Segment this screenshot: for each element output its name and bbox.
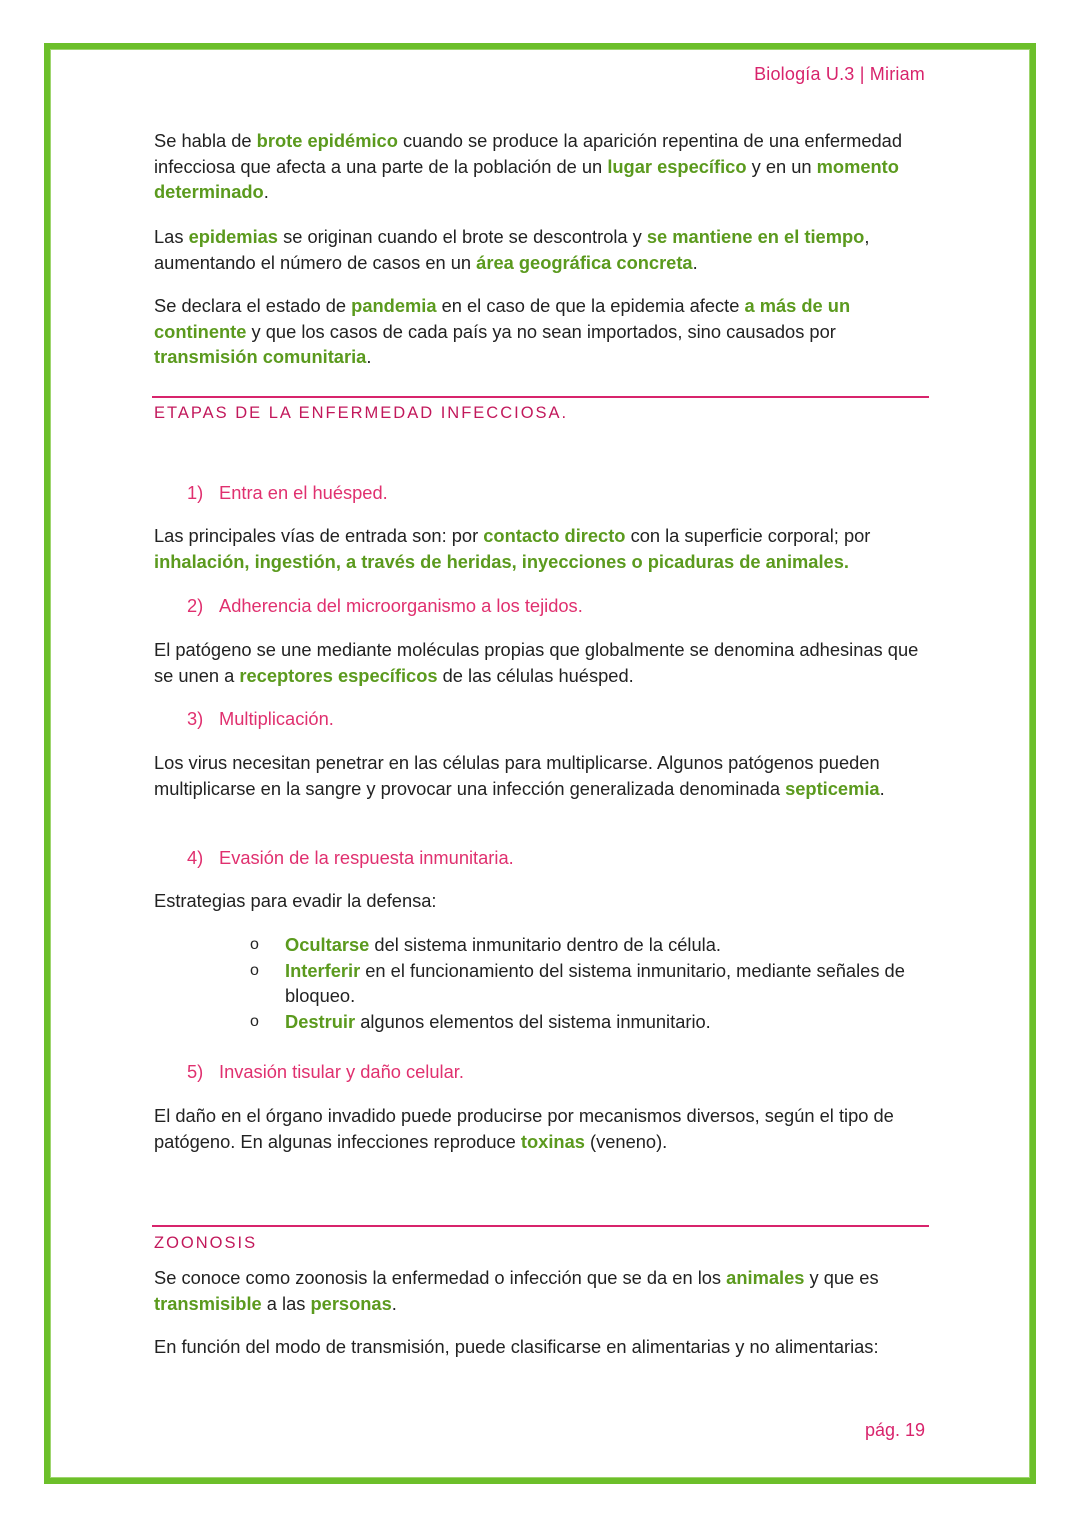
paragraph-epidemias: Las epidemias se originan cuando el brote se descontrola y se mantiene en el tiempo, aumentando el número de casos en un área geográfica concreta. xyxy=(154,226,870,273)
paragraph-zoonosis: Se conoce como zoonosis la enfermedad o infección que se da en los animales y que es transmisible a las personas. xyxy=(154,1267,879,1314)
section-title-etapas: ETAPAS DE LA ENFERMEDAD INFECCIOSA. xyxy=(154,404,569,422)
list-item: o Destruir algunos elementos del sistema inmunitario. xyxy=(250,1010,711,1032)
list-item: o Ocultarse del sistema inmunitario dentro de la célula. xyxy=(250,934,721,955)
step-heading: 3) Multiplicación. xyxy=(187,708,334,729)
term-brote: brote epidémico xyxy=(256,130,398,151)
paragraph-virus: Los virus necesitan penetrar en las células para multiplicarse. Algunos patógenos pueden multiplicarse en la sangre y provocar una infección generalizada denominada septicemia. xyxy=(154,752,885,799)
step-heading: 5) Invasión tisular y daño celular. xyxy=(187,1061,464,1082)
section-title-zoonosis: ZOONOSIS xyxy=(154,1234,258,1252)
step-heading: 4) Evasión de la respuesta inmunitaria. xyxy=(187,847,514,868)
paragraph-estrategias: Estrategias para evadir la defensa: xyxy=(154,890,437,911)
paragraph-pandemia: Se declara el estado de pandemia en el caso de que la epidemia afecte a más de un continente y que los casos de cada país ya no sean importados, sino causados por transmisión comunitaria. xyxy=(154,295,851,367)
step-heading: 1) Entra en el huésped. xyxy=(187,482,388,503)
list-item: o Interferir en el funcionamiento del sistema inmunitario, mediante señales de bloqueo. xyxy=(250,959,905,1006)
bullet-list xyxy=(250,932,930,1034)
step-heading: 2) Adherencia del microorganismo a los tejidos. xyxy=(187,595,583,616)
paragraph-clasificacion: En función del modo de transmisión, puede clasificarse en alimentarias y no alimentarias: xyxy=(154,1336,879,1357)
paragraph-dano: El daño en el órgano invadido puede producirse por mecanismos diversos, según el tipo de patógeno. En algunas infecciones reproduce toxinas (veneno). xyxy=(154,1105,894,1152)
page-number: pág. 19 xyxy=(864,1420,925,1440)
paragraph-brote: Se habla de brote epidémico cuando se produce la aparición repentina de una enfermedad infecciosa que afecta a una parte de la población de un lugar específico y en un momento determinado. xyxy=(154,130,902,202)
section-divider xyxy=(152,396,929,398)
paragraph-vias: Las principales vías de entrada son: por contacto directo con la superficie corporal; por inhalación, ingestión, a través de heridas, inyecciones o picaduras de animales. xyxy=(154,525,871,572)
section-divider xyxy=(152,1225,929,1227)
paragraph-adhesinas: El patógeno se une mediante moléculas propias que globalmente se denomina adhesinas que se unen a receptores específicos de las células huésped. xyxy=(154,639,919,686)
page-header: Biología U.3 | Miriam xyxy=(754,64,925,84)
